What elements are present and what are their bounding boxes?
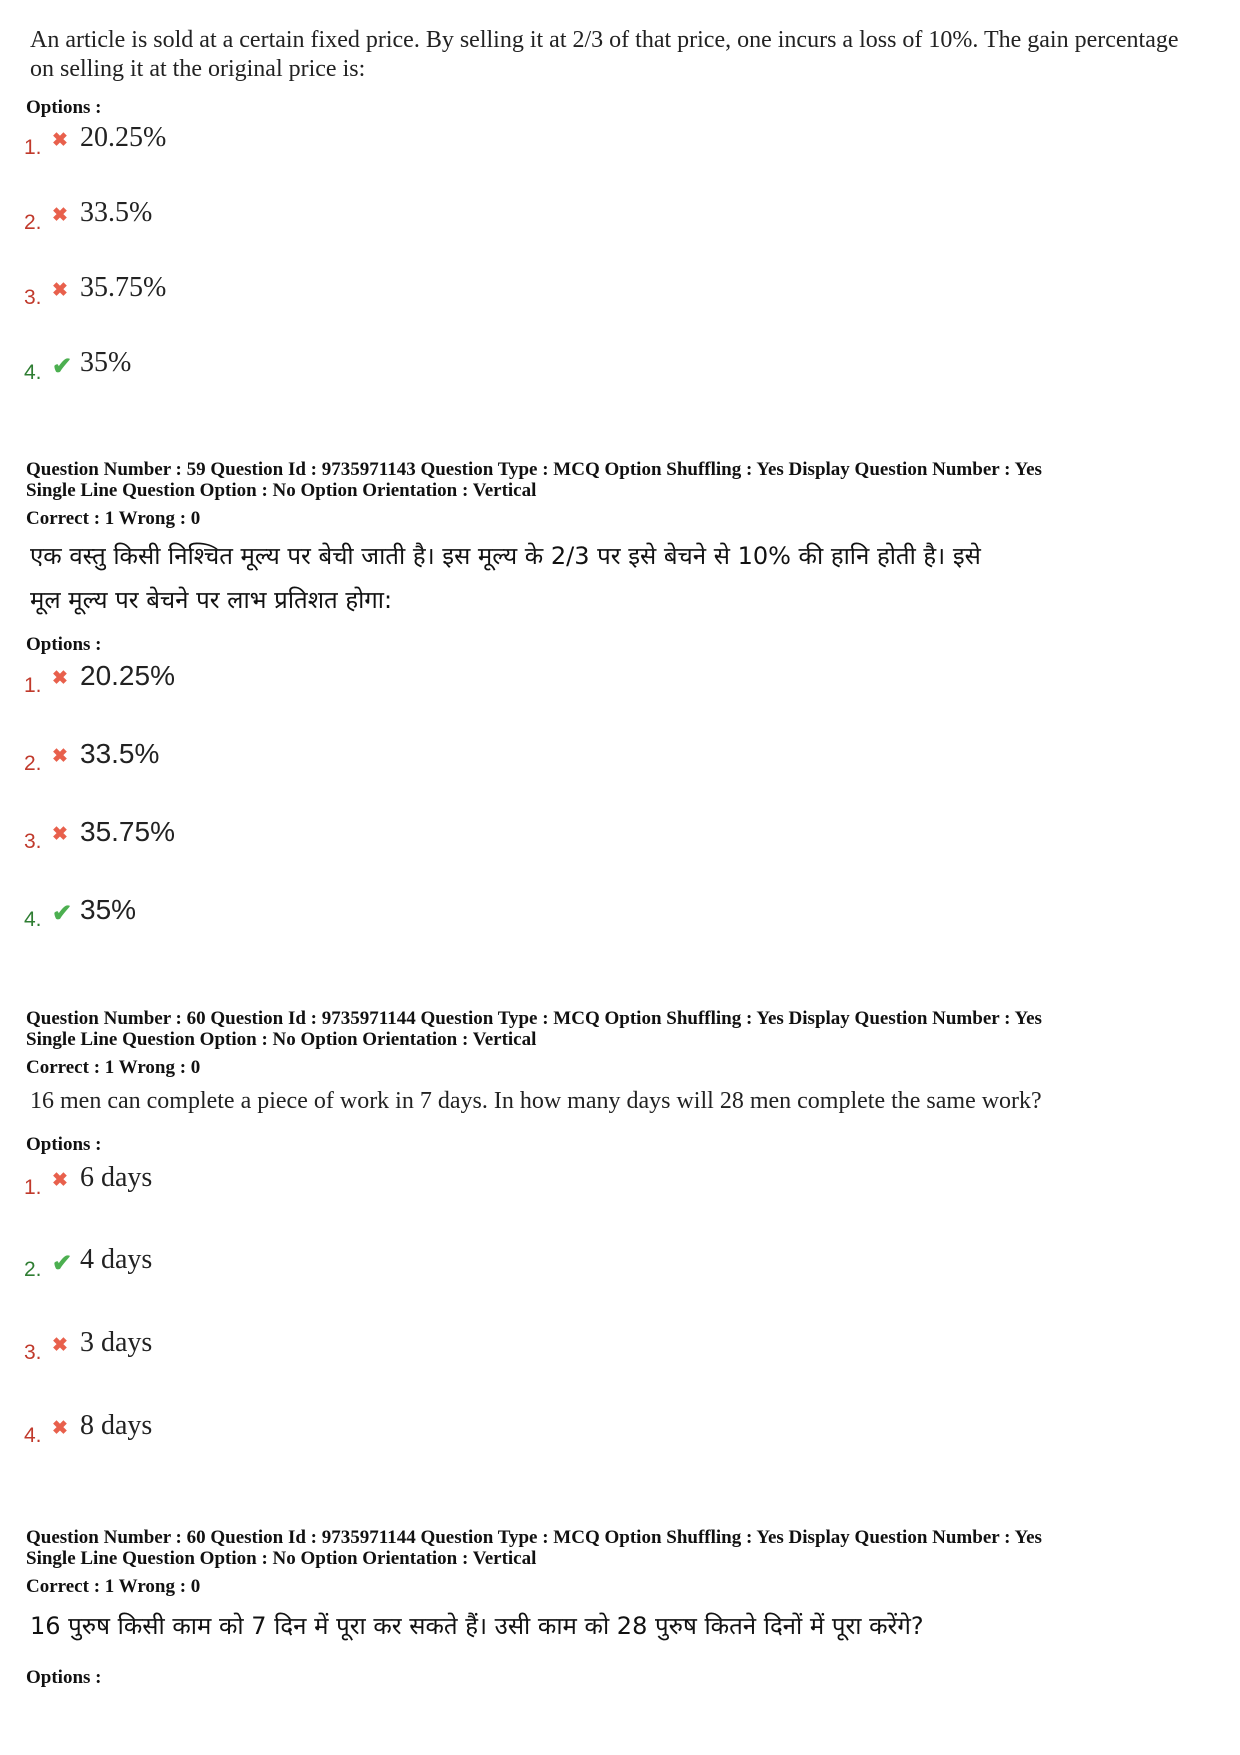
question-meta: Question Number : 60 Question Id : 9735971144 Question Type : MCQ Option Shuffling : Yes Display Question Number : Yes <box>26 1527 1042 1548</box>
option-number: 1. <box>24 136 42 159</box>
question-meta: Question Number : 60 Question Id : 9735971144 Question Type : MCQ Option Shuffling : Yes Display Question Number : Yes <box>26 1008 1042 1029</box>
option-number: 3. <box>24 830 42 853</box>
option-text: 8 days <box>80 1410 153 1441</box>
options-label: Options : <box>26 634 102 655</box>
option-item <box>24 345 131 385</box>
question-text-line: मूल मूल्य पर बेचने पर लाभ प्रतिशत होगा: <box>30 586 393 614</box>
cross-icon: ✖ <box>52 1170 68 1191</box>
option-number: 3. <box>24 286 42 309</box>
check-icon: ✔ <box>52 1251 73 1277</box>
question-text-line: on selling it at the original price is: <box>30 56 366 82</box>
option-item <box>24 1408 152 1448</box>
cross-icon: ✖ <box>52 205 68 226</box>
option-number: 1. <box>24 674 42 697</box>
option-number: 3. <box>24 1341 42 1364</box>
option-text: 35% <box>80 894 137 925</box>
option-number: 1. <box>24 1176 42 1199</box>
check-icon: ✔ <box>52 354 73 380</box>
option-item <box>24 814 175 854</box>
cross-icon: ✖ <box>52 1335 68 1356</box>
option-number: 2. <box>24 1258 42 1281</box>
question-text: 16 पुरुष किसी काम को 7 दिन में पूरा कर सकते हैं। उसी काम को 28 पुरुष कितने दिनों में पूरा करेंगे? <box>30 1612 924 1640</box>
options-label: Options : <box>26 97 102 118</box>
question-text-line: एक वस्तु किसी निश्चित मूल्य पर बेची जाती है। इस मूल्य के 2/3 पर इसे बेचने से 10% की हानि होती है। इसे <box>30 542 981 570</box>
option-text: 33.5% <box>80 738 160 769</box>
option-number: 2. <box>24 211 42 234</box>
option-item <box>24 1325 152 1365</box>
option-number: 4. <box>24 1424 42 1447</box>
option-item <box>24 270 166 310</box>
option-text: 35.75% <box>80 272 167 303</box>
option-text: 33.5% <box>80 197 153 228</box>
option-text: 6 days <box>80 1162 153 1193</box>
check-icon: ✔ <box>52 901 73 927</box>
option-item <box>24 1160 152 1200</box>
cross-icon: ✖ <box>52 668 68 689</box>
options-label: Options : <box>26 1667 102 1688</box>
option-number: 2. <box>24 752 42 775</box>
cross-icon: ✖ <box>52 746 68 767</box>
cross-icon: ✖ <box>52 824 68 845</box>
option-item <box>24 1242 152 1282</box>
question-marks: Correct : 1 Wrong : 0 <box>26 1576 201 1597</box>
option-item <box>24 892 136 932</box>
option-number: 4. <box>24 361 42 384</box>
option-text: 4 days <box>80 1244 153 1275</box>
option-number: 4. <box>24 908 42 931</box>
options-label: Options : <box>26 1134 102 1155</box>
cross-icon: ✖ <box>52 1418 68 1439</box>
cross-icon: ✖ <box>52 130 68 151</box>
question-marks: Correct : 1 Wrong : 0 <box>26 1057 201 1078</box>
option-text: 20.25% <box>80 660 175 691</box>
question-meta: Single Line Question Option : No Option Orientation : Vertical <box>26 1548 537 1569</box>
question-meta: Single Line Question Option : No Option Orientation : Vertical <box>26 1029 537 1050</box>
question-text-line: An article is sold at a certain fixed price. By selling it at 2/3 of that price, one incurs a loss of 10%. The gain percentage <box>30 27 1179 53</box>
question-marks: Correct : 1 Wrong : 0 <box>26 508 201 529</box>
question-meta: Single Line Question Option : No Option Orientation : Vertical <box>26 480 537 501</box>
option-item <box>24 658 175 698</box>
option-text: 35.75% <box>80 816 175 847</box>
option-item <box>24 195 152 235</box>
option-item <box>24 120 166 160</box>
option-text: 35% <box>80 347 132 378</box>
cross-icon: ✖ <box>52 280 68 301</box>
question-meta: Question Number : 59 Question Id : 9735971143 Question Type : MCQ Option Shuffling : Yes Display Question Number : Yes <box>26 459 1042 480</box>
option-item <box>24 736 159 776</box>
option-text: 20.25% <box>80 122 167 153</box>
option-text: 3 days <box>80 1327 153 1358</box>
question-text: 16 men can complete a piece of work in 7 days. In how many days will 28 men complete the same work? <box>30 1088 1042 1114</box>
